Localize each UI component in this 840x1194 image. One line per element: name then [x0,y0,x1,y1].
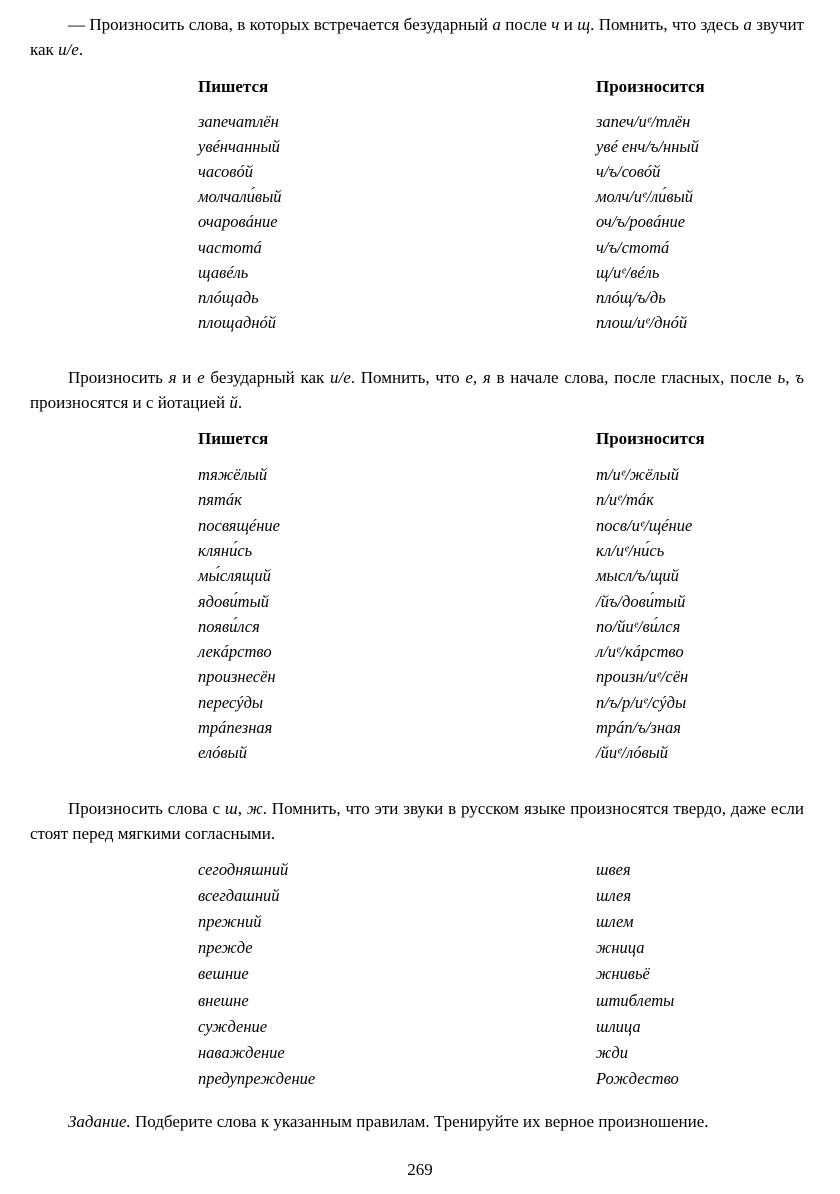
pronounced-word: по/йиᵉ/ви́лся [596,616,681,636]
pronounced-word: ч/ъ/стотá [596,237,670,257]
table-row [0,693,840,718]
table-row [0,162,840,187]
table2-header-written: Пишется [198,429,269,448]
table2-header-pronounced: Произносится [596,429,705,448]
written-word: пятáк [198,490,242,510]
pronounced-word: кл/иᵉ/ни́сь [596,540,665,560]
written-word: произнесён [198,667,276,687]
written-word: сегодняшний [198,860,289,879]
task-label: Задание. [68,1112,131,1131]
intro-paragraph-2: Произносить я и е безударный как и/е. Помнить, что е, я в начале слова, после гласных, после ь, ъ произносятся и с йотацией й. [30,368,804,412]
page-number: 269 [407,1160,433,1179]
written-word: внешне [198,990,249,1010]
pronounced-word: т/иᵉ/жёлый [596,465,679,484]
written-word: посвящéние [198,515,280,535]
table-row [0,1017,840,1042]
written-word: тяжёлый [198,465,268,484]
table-row [0,238,840,263]
table-row [0,860,840,885]
table-row [0,566,840,591]
written-word: мы́слящий [198,566,271,586]
task-text: Подберите слова к указанным правилам. Тренируйте их верное произношение. [130,1112,709,1131]
table-row [0,718,840,743]
written-word: часовóй [198,162,253,182]
written-word: лекáрство [198,642,272,662]
task-paragraph [30,1109,804,1134]
written-word: кляни́сь [198,540,253,560]
pronounced-word: ч/ъ/совóй [596,162,661,182]
pronounced-word: плóщ/ъ/дь [596,287,666,307]
table1-header-written: Пишется [198,77,269,96]
pronounced-word: Рождество [596,1068,679,1088]
written-word: пересýды [198,692,264,712]
intro-paragraph-3: Произносить слова с ш, ж. Помнить, что эти звуки в русском языке произносятся твердо, даже если стоят перед мягкими согласными. [30,799,805,843]
pronounced-word: трáп/ъ/зная [596,718,681,737]
intro-paragraph-1: — Произносить слова, в которых встречается безударный а после ч и щ. Помнить, что здесь а звучит как и/е. [30,15,804,59]
table1-header-pronounced: Произносится [596,77,705,96]
table-row [0,112,840,137]
written-word: щавéль [198,262,249,282]
pronounced-word: п/иᵉ/тáк [596,490,654,510]
written-word: площаднóй [198,312,277,332]
written-word: ядови́тый [198,591,270,611]
written-word: запечатлён [198,112,279,131]
table-row [0,642,840,667]
pronounced-word: жница [596,938,645,958]
pronounced-word: штиблеты [596,990,675,1010]
written-word: трáпезная [198,718,273,737]
written-word: частотá [198,237,262,257]
written-word: предупреждение [198,1068,316,1088]
table-row [0,541,840,566]
table-row [0,212,840,237]
pronounced-word: швея [596,860,631,879]
written-word: появи́лся [198,616,260,636]
table-row [0,964,840,989]
pronounced-word: запеч/иᵉ/тлён [596,112,691,131]
pronounced-word: жнивьё [596,964,650,984]
pronounced-word: посв/иᵉ/щéние [596,515,693,535]
pronounced-word: /йиᵉ/лóвый [596,743,669,763]
table-row [0,991,840,1016]
table-row [0,938,840,963]
table-row [0,1043,840,1068]
pronounced-word: шлица [596,1016,641,1036]
pronounced-word: плош/иᵉ/днóй [596,312,688,332]
written-word: прежний [198,912,262,932]
written-word: вешние [198,964,249,984]
pronounced-word: произн/иᵉ/сён [596,667,689,687]
pronounced-word: жди [596,1042,628,1062]
pronounced-word: /йъ/дови́тый [596,591,686,611]
pronounced-word: оч/ъ/ровáние [596,212,686,232]
pronounced-word: мысл/ъ/щий [596,566,679,586]
written-word: очаровáние [198,212,278,232]
written-word: всегдашний [198,886,280,906]
written-word: суждение [198,1016,268,1036]
pronounced-word: п/ъ/р/иᵉ/сýды [596,692,687,712]
pronounced-word: л/иᵉ/кáрство [596,642,684,662]
written-word: молчали́вый [198,187,282,207]
table-row [0,313,840,338]
table-row [0,592,840,617]
pronounced-word: увé енч/ъ/нный [596,137,699,157]
table-row [0,516,840,541]
table-row [0,465,840,490]
table-row [0,490,840,515]
table-row [0,263,840,288]
written-word: елóвый [198,743,247,763]
table-row [0,187,840,212]
pronounced-word: шлея [596,886,632,906]
table-row [0,137,840,162]
table-row [0,667,840,692]
table-row [0,1069,840,1094]
table-row [0,288,840,313]
pronounced-word: щ/иᵉ/вéль [596,262,660,282]
table-row [0,617,840,642]
pronounced-word: молч/иᵉ/ли́вый [596,187,693,207]
table-row [0,743,840,768]
written-word: прежде [198,938,253,958]
written-word: плóщадь [198,287,259,307]
written-word: увéнчанный [198,137,280,157]
pronounced-word: шлем [596,912,634,932]
table-row [0,912,840,937]
written-word: наваждение [198,1042,285,1062]
table-row [0,886,840,911]
